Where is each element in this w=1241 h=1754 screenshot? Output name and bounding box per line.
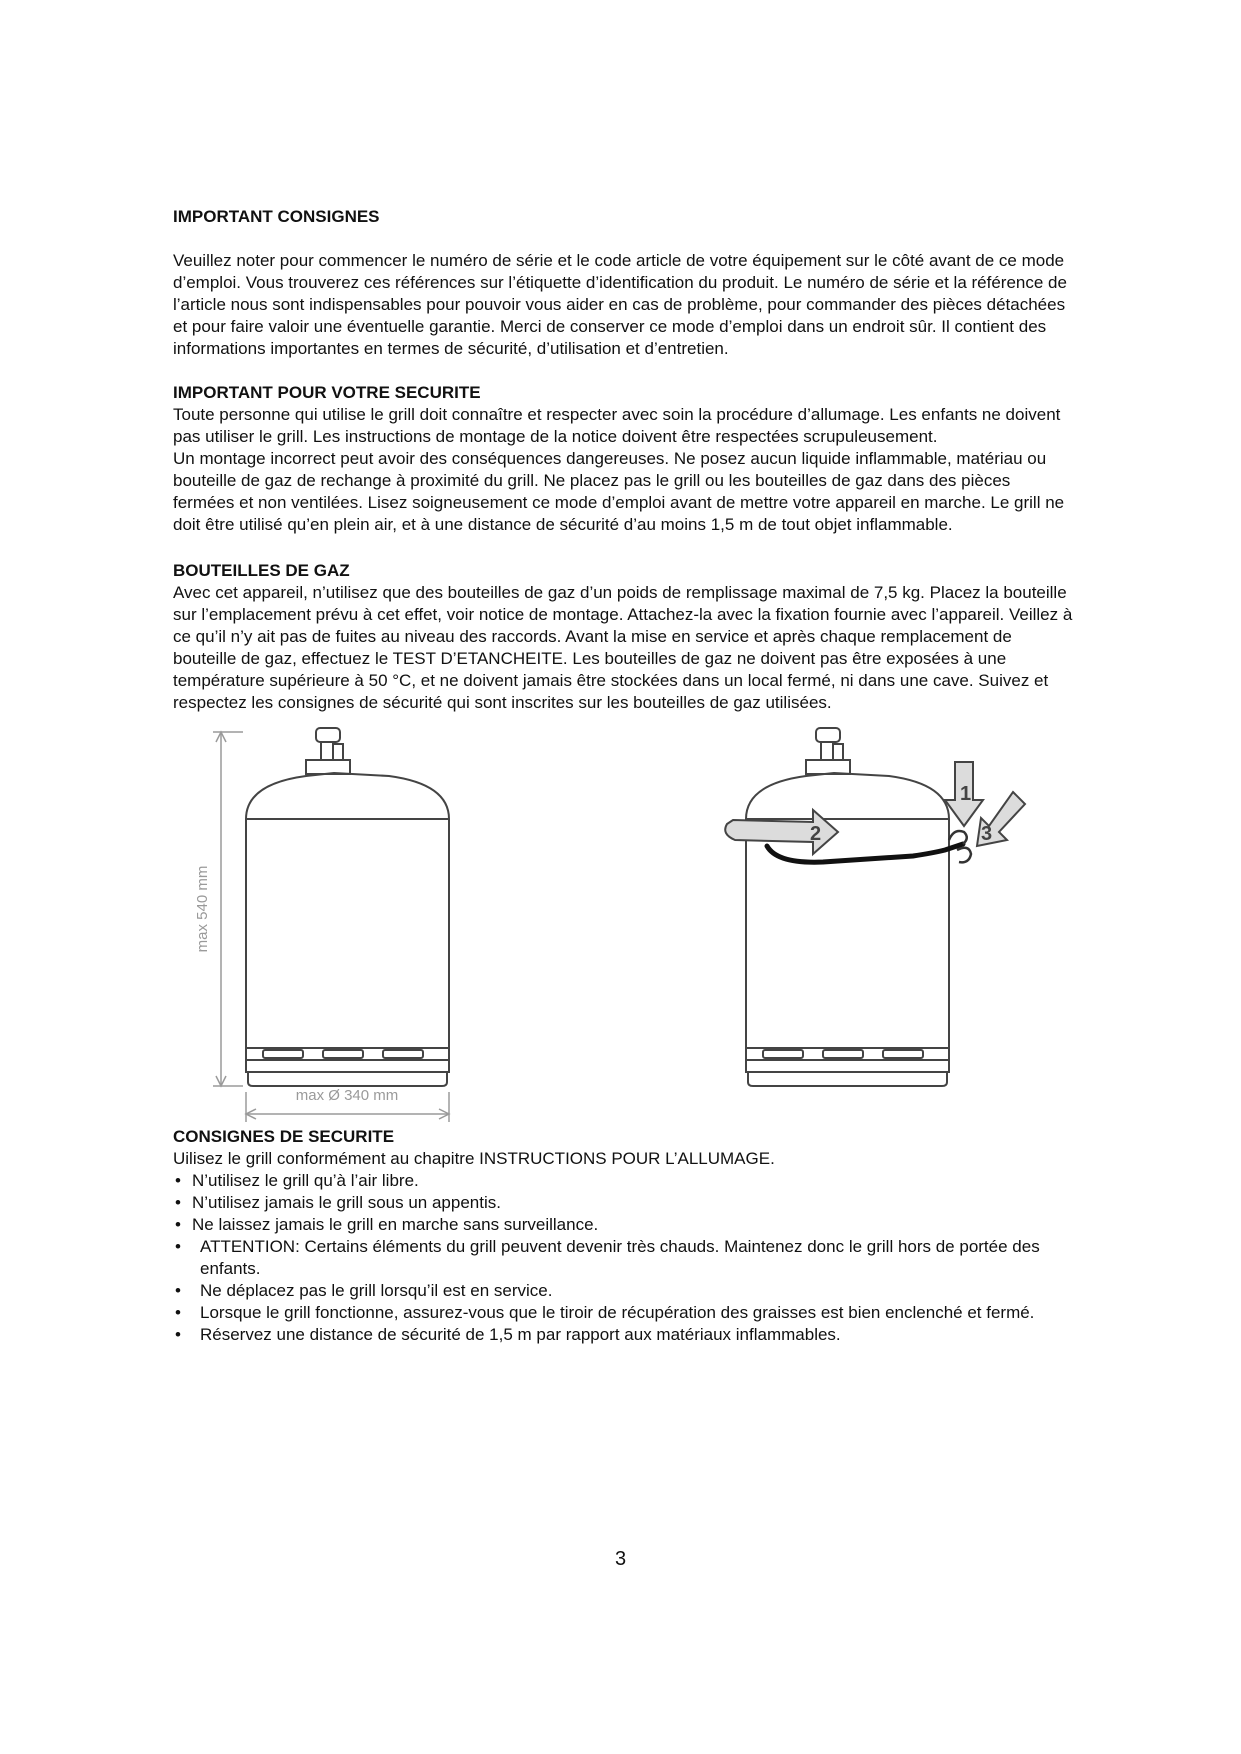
arrow-3-icon (977, 792, 1025, 846)
consignes-paragraph: Veuillez noter pour commencer le numéro de série et le code article de votre équipement sur le côté avant de ce mode d’emploi. Vous trouverez ces références sur l’étiquette d’identification du produit. Le numéro de série et la référence de l’article nous sont indispensables pour pouvoir vous aider en cas de problème, pour commander des pièces détachées et pour faire valoir une éventuelle garantie. Merci de conserver ce mode d’emploi dans un endroit sûr. Il contient des informations importantes en termes de sécurité, d’utilisation et d’entretien. (173, 251, 1067, 358)
list-item: • ATTENTION: Certains éléments du grill peuvent devenir très chauds. Maintenez donc le grill hors de portée des enfants. (173, 1236, 1075, 1280)
diameter-label: max Ø 340 mm (295, 1087, 399, 1104)
arrow-3-label: 3 (981, 823, 993, 845)
securite-paragraph-1: Toute personne qui utilise le grill doit connaître et respecter avec soin la procédure d’allumage. Les enfants ne doivent pas utiliser le grill. Les instructions de montage de la notice doivent être respectées scrupuleusement. (173, 405, 1061, 446)
securite-paragraph-2: Un montage incorrect peut avoir des conséquences dangereuses. Ne posez aucun liquide inflammable, matériau ou bouteille de gaz de rechange à proximité du grill. Ne placez pas le grill ou les bouteilles de gaz dans des pièces fermées et non ventilées. Lisez soigneusement ce mode d’emploi avant de mettre votre appareil en marche. Le grill ne doit être utilisé qu’en plein air, et à une distance de sécurité d’au moins 1,5 m de tout objet inflammable. (173, 449, 1065, 534)
strap-hook-bottom (957, 848, 971, 863)
arrow-2-label: 2 (810, 823, 822, 845)
bouteilles-paragraph: Avec cet appareil, n’utilisez que des bouteilles de gaz d’un poids de remplissage maximal de 7,5 kg. Placez la bouteille sur l’emplacement prévu à cet effet, voir notice de montage. Attachez-la avec la fixation fournie avec l’appareil. Veillez à ce qu’il n’y ait pas de fuites au niveau des raccords. Avant la mise en service et après chaque remplacement de bouteille de gaz, effectuez le TEST D’ETANCHEITE. Les bouteilles de gaz ne doivent pas être exposées à une température supérieure à 50 °C, et ne doivent jamais être stockées dans un local fermé, ni dans une cave. Suivez et respectez les consignes de sécurité qui sont inscrites sur les bouteilles de gaz utilisées. (173, 583, 1073, 712)
list-item: • Lorsque le grill fonctionne, assurez-vous que le tiroir de récupération des graisses est bien enclenché et fermé. (173, 1302, 1075, 1324)
strap-hook-top (949, 831, 967, 844)
safety-bullet-list (173, 1170, 1075, 1346)
list-item: • N’utilisez jamais le grill sous un appentis. (173, 1192, 1075, 1214)
fixation-strap (767, 844, 963, 862)
gas-bottle-diagram (173, 714, 1075, 1126)
section-title-consignes: IMPORTANT CONSIGNES (173, 207, 380, 226)
consignes-securite-intro: Uilisez le grill conformément au chapitre INSTRUCTIONS POUR L’ALLUMAGE. (173, 1149, 775, 1168)
dimension-lines (213, 732, 449, 1122)
gas-bottle-figure (173, 714, 1075, 1126)
list-item: • Ne laissez jamais le grill en marche sans surveillance. (173, 1214, 1075, 1236)
height-label: max 540 mm (194, 865, 211, 953)
list-item: • N’utilisez le grill qu’à l’air libre. (173, 1170, 1075, 1192)
arrow-1-icon (945, 762, 983, 826)
arrow-1-label: 1 (960, 783, 972, 805)
section-title-bouteilles: BOUTEILLES DE GAZ (173, 561, 350, 580)
section-title-consignes-securite: CONSIGNES DE SECURITE (173, 1127, 395, 1146)
list-item: • Réservez une distance de sécurité de 1,5 m par rapport aux matériaux inflammables. (173, 1324, 1075, 1346)
list-item: • Ne déplacez pas le grill lorsqu’il est en service. (173, 1280, 1075, 1302)
gas-bottle-right (746, 728, 949, 1086)
page-number: 3 (614, 1548, 627, 1570)
document-page (173, 206, 1075, 1346)
arrow-2-icon (725, 810, 838, 854)
gas-bottle-left (246, 728, 449, 1086)
section-title-securite: IMPORTANT POUR VOTRE SECURITE (173, 383, 481, 402)
